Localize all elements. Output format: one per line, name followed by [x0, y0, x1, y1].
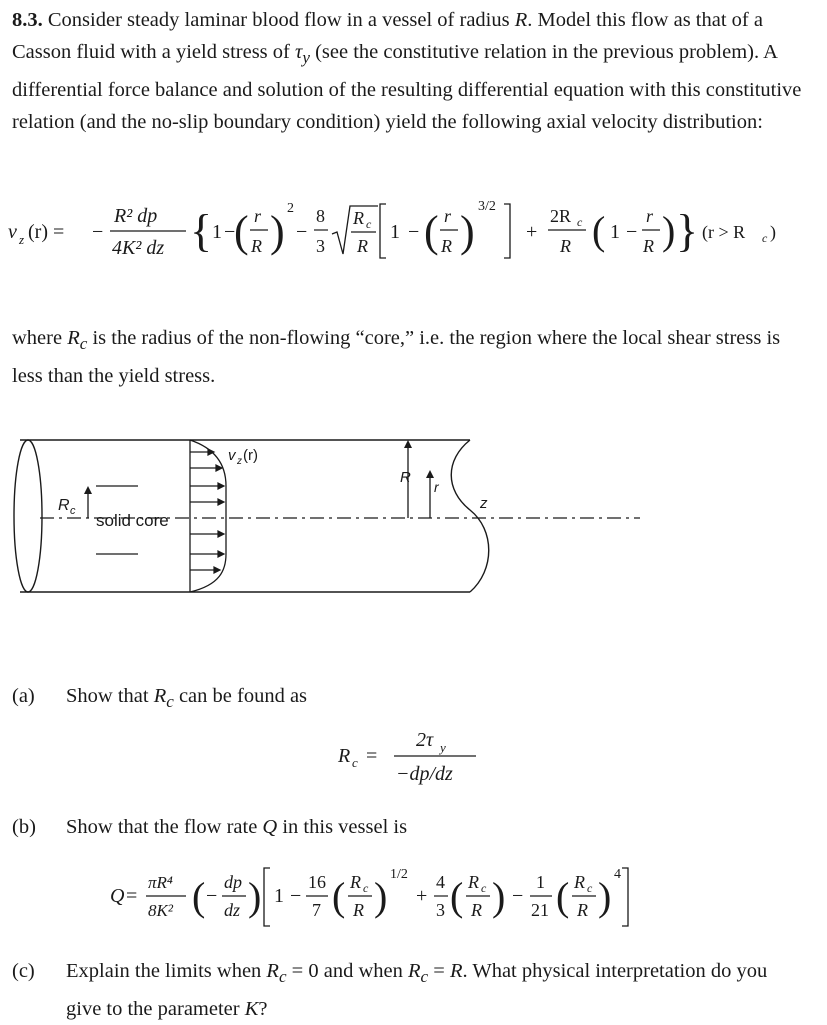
Q-minus: − [290, 885, 302, 907]
R-arrow-head [404, 440, 412, 448]
eq-one3: 1 [610, 221, 620, 243]
Rc-label: R [58, 497, 70, 514]
Rc-eq-num-sub: y [440, 740, 446, 755]
var-tau: τ [295, 41, 303, 63]
Q-Rc-3: R [574, 872, 585, 892]
Q-Rc-1-sub: c [363, 881, 369, 895]
intro-text-3: (see the constitutive relation in the previous problem). A differential force balance and solution of the resulting differential equation with this constitutive relation (and the no-slip boundary condition) yield the following axial velocity distribution: [12, 41, 802, 134]
eq-vz-sub: z [19, 232, 25, 247]
R-label: R [400, 469, 411, 486]
Rc-eq-lhs: R [338, 745, 351, 767]
vz-label-arg: (r) [243, 447, 258, 464]
eq-Rc-sub: c [366, 217, 372, 231]
Q-paren-close-4: ) [598, 874, 612, 919]
Q-f1: 1 [536, 872, 545, 892]
part-a-text-1: Show that [66, 685, 154, 707]
Q-paren-close-2: ) [374, 874, 388, 919]
eq-num: R² dp [114, 205, 158, 227]
eq-bracket-close [504, 204, 510, 258]
part-c-text-2: = 0 and when [286, 960, 408, 982]
core-text-1: where [12, 327, 68, 349]
eq-R3: R [560, 236, 571, 256]
vz-label: v [228, 447, 236, 464]
eq-cond-close: ) [770, 222, 776, 242]
z-label: z [480, 495, 488, 512]
Q-exp12: 1/2 [390, 867, 408, 882]
eq-sq: 2 [287, 201, 294, 216]
part-a-Rc-sub: c [166, 692, 174, 712]
part-c-K: K [244, 998, 259, 1021]
part-c-text-1: Explain the limits when [66, 960, 267, 982]
eq-bracket-open [380, 204, 386, 258]
velocity-equation [0, 192, 827, 272]
Q-f3: 3 [436, 900, 445, 920]
part-c-Rc2-sub: c [420, 967, 429, 987]
eq-R: R [251, 236, 262, 256]
core-definition [12, 322, 812, 392]
eq-vz: v [8, 221, 17, 243]
Q-bracket-close [622, 868, 628, 926]
eq-cond: (r > R [702, 222, 746, 242]
Q-eq-eq: = [126, 885, 138, 907]
Q-minus2: − [512, 885, 524, 907]
part-c-Rc1: R [266, 960, 279, 982]
Q-eq-num1: πR⁴ [148, 873, 173, 892]
part-a-text-2: can be found as [173, 685, 308, 707]
eq-paren-close-3: ) [662, 208, 676, 253]
part-b-Q: Q [262, 816, 278, 838]
part-b-tag: (b) [12, 816, 36, 838]
eq-R-den-sqrt: R [357, 236, 368, 256]
core-text-2: is the radius of the non-flowing “core,” i.e. the region where the local shear stress is less than the yield stress. [12, 327, 781, 388]
Rc-eq-num: 2τ [416, 729, 434, 751]
eq-paren-close-1: ) [270, 207, 285, 256]
eq-R2: R [441, 236, 452, 256]
problem-number: 8.3. [12, 9, 43, 31]
part-c-text-4: . What physical interpretation do you give to the parameter [66, 960, 768, 1021]
eq-paren-open-1: ( [234, 207, 249, 256]
eq-paren-open-2: ( [424, 207, 439, 256]
Q-Rc-1: R [350, 872, 361, 892]
part-b-text-1: Show that the flow rate [66, 816, 263, 838]
eq-cond-sub: c [762, 231, 768, 245]
Rc-arrow-head [84, 486, 92, 494]
Q-paren-open-3: ( [450, 874, 464, 919]
Q-Rc-2: R [468, 872, 479, 892]
eq-eight: 8 [316, 206, 325, 226]
eq-one2: 1 [390, 221, 400, 243]
eq-paren-close-2: ) [460, 207, 475, 256]
part-c-tag: (c) [12, 960, 35, 982]
part-a-Rc: R [153, 685, 167, 707]
problem-statement [12, 4, 812, 138]
eq-2Rc-sub: c [577, 215, 583, 229]
eq-minus2: − [224, 221, 236, 243]
vz-label-sub: z [237, 456, 242, 467]
part-c-text-3: = [428, 960, 450, 982]
part-c-text-5: ? [258, 998, 268, 1021]
Q-paren-open-1: ( [192, 874, 206, 919]
Q-one: 1 [274, 885, 284, 907]
Q-paren-close-3: ) [492, 874, 506, 919]
eq-r2: r [444, 206, 452, 226]
Q-dz: dz [224, 900, 241, 920]
eq-vz-arg: (r) = [28, 221, 65, 243]
Q-Rc-2-sub: c [481, 881, 487, 895]
eq-den: 4K² dz [112, 237, 165, 259]
Rc-eq-lhs-sub: c [352, 755, 358, 770]
velocity-arrows [190, 449, 224, 573]
part-c-Rc2: R [408, 960, 421, 982]
Q-eq-lhs: Q [110, 885, 125, 907]
Q-R-1: R [353, 900, 364, 920]
part-b-text-2: in this vessel is [277, 816, 408, 838]
eq-R4: R [643, 236, 654, 256]
Rc-equation [320, 722, 520, 792]
part-c-R: R [449, 960, 463, 982]
vessel-diagram [0, 430, 827, 610]
eq-plus: + [526, 221, 538, 243]
Rc-eq-eq: = [366, 745, 378, 767]
flow-rate-equation [100, 858, 720, 938]
Q-bracket-open [264, 868, 270, 926]
eq-minus4: − [408, 221, 420, 243]
eq-Rc: R [353, 208, 364, 228]
Q-paren-open-4: ( [556, 874, 570, 919]
eq-minus: − [92, 221, 104, 243]
eq-brace-open: { [190, 205, 213, 256]
Q-f7: 7 [312, 900, 321, 920]
Q-plus: + [416, 885, 428, 907]
eq-minus3: − [296, 221, 308, 243]
Q-paren-close-1: ) [248, 874, 262, 919]
eq-three: 3 [316, 236, 325, 256]
var-tau-sub: y [302, 48, 310, 68]
core-Rc-sub: c [79, 334, 88, 354]
part-a-tag: (a) [12, 685, 35, 707]
solid-core-label: solid core [96, 511, 169, 530]
eq-2Rc: 2R [550, 206, 572, 226]
Q-exp4: 4 [614, 867, 621, 882]
core-Rc: R [67, 327, 80, 349]
intro-text-1: Consider steady laminar blood flow in a vessel of radius [47, 9, 515, 31]
eq-paren-open-3: ( [592, 208, 606, 253]
Q-dp: dp [224, 872, 242, 892]
Q-f16: 16 [308, 872, 326, 892]
velocity-profile [190, 440, 226, 592]
part-b-text [66, 811, 806, 843]
Q-paren-minus: − [206, 885, 218, 907]
vessel-left-end [14, 440, 42, 592]
Q-R-2: R [471, 900, 482, 920]
eq-exp32: 3/2 [478, 199, 496, 214]
Q-eq-den1: 8K² [148, 901, 173, 920]
eq-one: 1 [212, 221, 222, 243]
Q-f21: 21 [531, 900, 549, 920]
Rc-label-sub: c [70, 505, 76, 517]
part-c-text [66, 955, 806, 1025]
Q-f4: 4 [436, 872, 445, 892]
eq-r: r [254, 206, 262, 226]
eq-brace-close: } [676, 205, 699, 256]
eq-minus5: − [626, 221, 638, 243]
intro-text-2: . Model this flow as that of a Casson fluid with a yield stress of [12, 9, 763, 63]
Q-R-3: R [577, 900, 588, 920]
part-c-Rc1-sub: c [278, 967, 287, 987]
r-label: r [434, 479, 439, 495]
r-arrow-head [426, 470, 434, 478]
var-R: R [514, 9, 528, 31]
part-a-text [66, 680, 806, 718]
vessel-right-end [451, 440, 489, 592]
Q-paren-open-2: ( [332, 874, 346, 919]
eq-r3: r [646, 206, 654, 226]
Q-Rc-3-sub: c [587, 881, 593, 895]
Rc-eq-den: −dp/dz [396, 763, 453, 785]
